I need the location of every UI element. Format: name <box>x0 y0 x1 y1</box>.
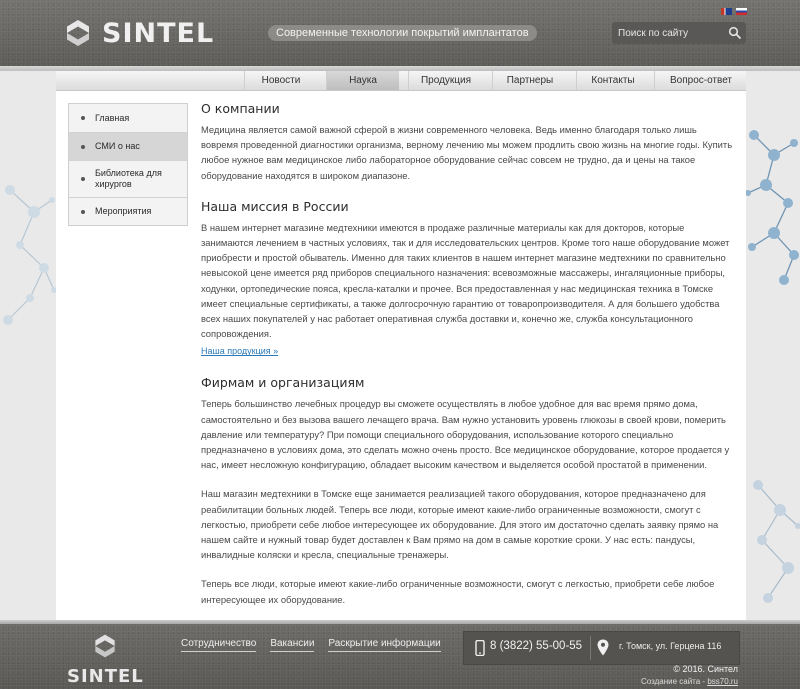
bullet-icon <box>81 210 85 214</box>
footer-credit-link[interactable]: bss70.ru <box>707 677 738 686</box>
nav-item-faq[interactable]: Вопрос-ответ <box>654 71 747 90</box>
molecule-decoration-left <box>0 150 56 400</box>
sidebar-item-home[interactable] <box>69 104 187 133</box>
section-text-about: Медицина является самой важной сферой в жизни современного человека. Ведь именно благодаря только лишь вовремя проведенной диагностики организма, верному лечению мы можем продлить свою жизнь на многие годы. Купить любое нужное вам медицинское либо лабораторное оборудование сейчас совсем не трудно, да и цены на такое оборудование находятся в широком диапазоне. <box>201 124 733 181</box>
nav-item-contacts[interactable]: Контакты <box>576 71 649 90</box>
bullet-icon <box>81 177 85 181</box>
sidebar-item-events[interactable] <box>69 198 187 225</box>
footer-link-cooperation[interactable]: Сотрудничество <box>181 638 256 652</box>
nav-item-news[interactable]: Новости <box>244 71 317 90</box>
nav-item-science[interactable]: Наука <box>326 71 399 90</box>
section-text-mission: В нашем интернет магазине медтехники имеются в продаже различные материалы как для докторов, которые занимаются лечением в частных условиях, так и для исследовательских центров. Кроме того наше оборудование может приобрести и простой обыватель. Именно для таких клиентов в нашем интернет магазине медтехники по сравнительно невысокой цене имеется ряд приборов специального назначения: всевозможные массажеры, ингаляционные приборы, ходунки, ортопедические пояса, кресла-каталки и прочее. Вся предоставленная у нас медицинская техника в Томске имеет специальные сертификаты, а также долгосрочную гарантию от товаропроизводителя. А для большего удобства всех наших покупателей у нас работает оперативная служба доставки и, конечно же, служба консультационного сопровождения. <box>201 221 730 340</box>
main-nav <box>56 71 746 91</box>
sidebar-item-label: Мероприятия <box>95 206 152 216</box>
products-link[interactable]: Наша продукция » <box>201 346 279 357</box>
logo-mark-icon <box>91 632 119 660</box>
molecule-decoration-right-top <box>744 115 800 295</box>
phone-icon <box>475 640 485 656</box>
sidebar-menu <box>68 103 188 226</box>
logo-text: SINTEL <box>102 17 215 49</box>
contacts-divider <box>590 636 591 660</box>
flag-en-icon[interactable] <box>721 8 732 15</box>
sidebar-item-label: Главная <box>95 112 130 123</box>
section-title-about: О компании <box>201 101 280 116</box>
footer-address: г. Томск, ул. Герцена 116 <box>619 641 722 651</box>
sidebar-item-library[interactable] <box>69 161 187 198</box>
footer-links <box>181 638 441 652</box>
language-switcher <box>721 8 747 15</box>
article-content <box>201 101 736 607</box>
search-box <box>612 22 746 44</box>
section-text-companies-1: Теперь большинство лечебных процедур вы сможете осуществлять в любое удобное для вас время прямо дома, самостоятельно и без вызова вашего лечащего врача. Вам нужно установить уровень глюкозы в своей крови, померить давление или температуру? При помощи специального оборудования, использование которого специально предназначено в условиях дома, это сделать можно очень просто. Все медицинское оборудование, которое продается у нас, имеет несложную конфигурацию, обладает высоким качеством и выделяется особой простатой в применении. <box>201 398 730 471</box>
footer-phone[interactable]: 8 (3822) 55-00-55 <box>490 640 583 652</box>
site-header <box>0 0 800 66</box>
section-title-mission: Наша миссия в России <box>201 198 349 214</box>
site-tagline: Современные технологии покрытий имплантатов <box>268 25 537 41</box>
main-panel <box>56 91 746 622</box>
nav-item-products[interactable]: Продукция <box>408 71 483 90</box>
map-pin-icon <box>597 639 609 656</box>
footer-link-vacancies[interactable]: Вакансии <box>270 638 314 652</box>
bullet-icon <box>81 145 85 149</box>
search-icon[interactable] <box>728 26 742 40</box>
molecule-decoration-right-bottom <box>744 470 800 620</box>
footer-credit-prefix: Создание сайта - <box>640 677 708 686</box>
bullet-icon <box>81 116 85 120</box>
footer-contacts <box>463 631 740 665</box>
footer-logo-text: SINTEL <box>67 666 144 687</box>
section-text-companies-2: Наш магазин медтехники в Томске еще занимается реализацией такого оборудования, которое предназначено для реабилитации больных людей. Теперь все люди, которые имеют какие-либо ограниченные возможности, смогут с легкостью, приобрети себе любое интересующее их оборудование. Для этого им достаточно сделать заявку прямо на нашем сайте и нужный товар будет доставлен к Вам прямо на дом в самые короткие сроки. У нас есть: пандусы, инвалидные коляски и кресла, специальные тренажеры. <box>201 488 719 561</box>
logo-mark-icon <box>62 17 94 49</box>
sidebar-item-label: Библиотека для хирургов <box>95 168 162 189</box>
section-title-companies: Фирмам и организациям <box>201 375 365 391</box>
footer-credit <box>641 677 738 686</box>
section-text-companies-3: Теперь все люди, которые имеют какие-либо ограниченные возможности, смогут с легкостью, приобрети себе любое интересующее их оборудование. <box>201 578 715 605</box>
sidebar-item-media[interactable] <box>69 133 187 161</box>
site-logo[interactable] <box>62 16 214 50</box>
flag-ru-icon[interactable] <box>736 8 747 15</box>
site-footer <box>0 624 800 689</box>
sidebar-item-label: СМИ о нас <box>95 141 140 151</box>
footer-link-disclosure[interactable]: Раскрытие информации <box>328 638 440 652</box>
search-input[interactable] <box>612 24 728 42</box>
nav-item-partners[interactable]: Партнеры <box>492 71 567 90</box>
footer-copyright: © 2016. Синтел <box>673 664 738 674</box>
